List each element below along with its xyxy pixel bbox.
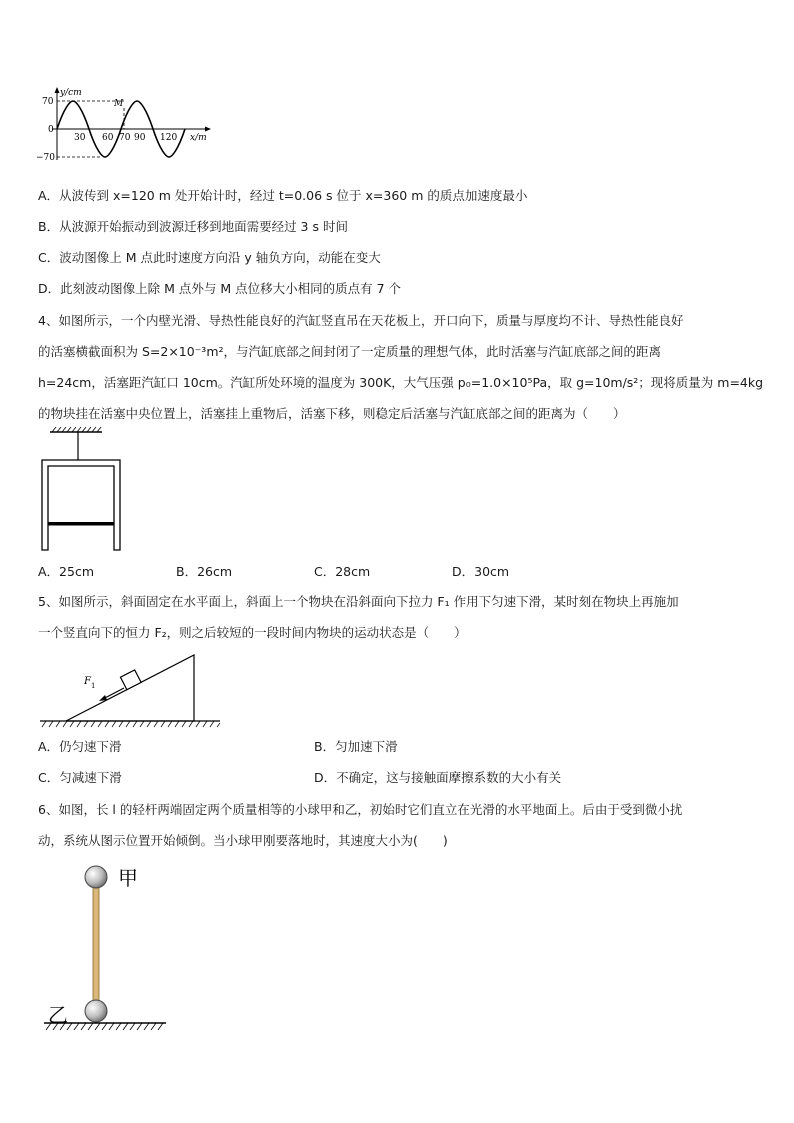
q5-option-d: D．不确定，这与接触面摩擦系数的大小有关 [314, 770, 562, 785]
q3-option-c: C．波动图像上 M 点此时速度方向沿 y 轴负方向，动能在变大 [38, 250, 381, 265]
force-f1-subscript: 1 [91, 682, 96, 690]
q5-stem-line-1: 5、如图所示，斜面固定在水平面上，斜面上一个物块在沿斜面向下拉力 F₁ 作用下匀速下滑，某时刻在物块上再施加 [38, 594, 679, 609]
ball-yi [85, 1000, 107, 1022]
x-tick-90: 90 [134, 133, 146, 143]
q4-option-b: B．26cm [176, 564, 233, 579]
ball-yi-label: 乙 [48, 1003, 68, 1027]
force-f1-label: F [84, 676, 91, 687]
x-tick-70: 70 [119, 133, 131, 143]
q4-stem-line-2: 的活塞横截面积为 S=2×10⁻³m²，与汽缸底部之间封闭了一定质量的理想气体，此时活塞与汽缸底部之间的距离 [38, 344, 662, 359]
incline-figure [36, 648, 226, 730]
ball-jia-label: 甲 [118, 866, 138, 890]
y-axis-arrow [55, 87, 60, 93]
ceiling-hatching [52, 427, 101, 432]
y-axis-label: y/cm [60, 88, 82, 98]
x-tick-30: 30 [74, 133, 86, 143]
force-f1-arrow [103, 688, 124, 699]
ground-hatching [42, 721, 220, 727]
x-tick-120: 120 [160, 133, 178, 143]
q3-option-d: D．此刻波动图像上除 M 点外与 M 点位移大小相同的质点有 7 个 [38, 281, 401, 296]
q4-stem-line-1: 4、如图所示，一个内壁光滑、导热性能良好的汽缸竖直吊在天花板上，开口向下，质量与厚度均不计、导热性能良好 [38, 313, 684, 328]
ball-jia [85, 866, 107, 888]
q3-option-b: B．从波源开始振动到波源迁移到地面需要经过 3 s 时间 [38, 219, 348, 234]
y-tick-bottom: −70 [36, 153, 55, 163]
rod-balls-figure [36, 858, 176, 1036]
wave-figure [30, 84, 220, 164]
y-tick-zero: 0 [48, 125, 54, 135]
q6-stem-line-1: 6、如图，长 l 的轻杆两端固定两个质量相等的小球甲和乙，初始时它们直立在光滑的水平地面上。后由于受到微小扰 [38, 802, 683, 817]
cylinder-figure [36, 426, 132, 554]
x-axis-arrow [205, 127, 211, 132]
q4-option-d: D．30cm [452, 564, 510, 579]
q3-option-a: A．从波传到 x=120 m 处开始计时，经过 t=0.06 s 位于 x=360 m 的质点加速度最小 [38, 188, 528, 203]
q5-stem-line-2: 一个竖直向下的恒力 F₂，则之后较短的一段时间内物块的运动状态是（ ） [38, 625, 467, 640]
piston [48, 522, 114, 526]
x-axis-label: x/m [190, 133, 207, 143]
y-tick-top: 70 [42, 97, 54, 107]
q6-stem-line-2: 动，系统从图示位置开始倾倒。当小球甲刚要落地时，其速度大小为( ) [38, 833, 448, 848]
q4-stem-line-4: 的物块挂在活塞中央位置上，活塞挂上重物后，活塞下移，则稳定后活塞与汽缸底部之间的距离为（ ） [38, 406, 626, 421]
cylinder-wall [42, 460, 120, 550]
q4-option-a: A．25cm [38, 564, 95, 579]
point-m-label: M [114, 99, 124, 109]
force-f1-arrowhead [99, 695, 107, 701]
q5-option-b: B．匀加速下滑 [314, 739, 398, 754]
q5-option-c: C．匀减速下滑 [38, 770, 122, 785]
block [120, 670, 141, 690]
light-rod [93, 880, 99, 1004]
q5-option-a: A．仍匀速下滑 [38, 739, 122, 754]
q4-stem-line-3: h=24cm，活塞距汽缸口 10cm。汽缸所处环境的温度为 300K，大气压强 p₀=1.0×10⁵Pa，取 g=10m/s²；现将质量为 m=4kg [38, 375, 764, 390]
q4-option-c: C．28cm [314, 564, 371, 579]
x-tick-60: 60 [102, 133, 114, 143]
